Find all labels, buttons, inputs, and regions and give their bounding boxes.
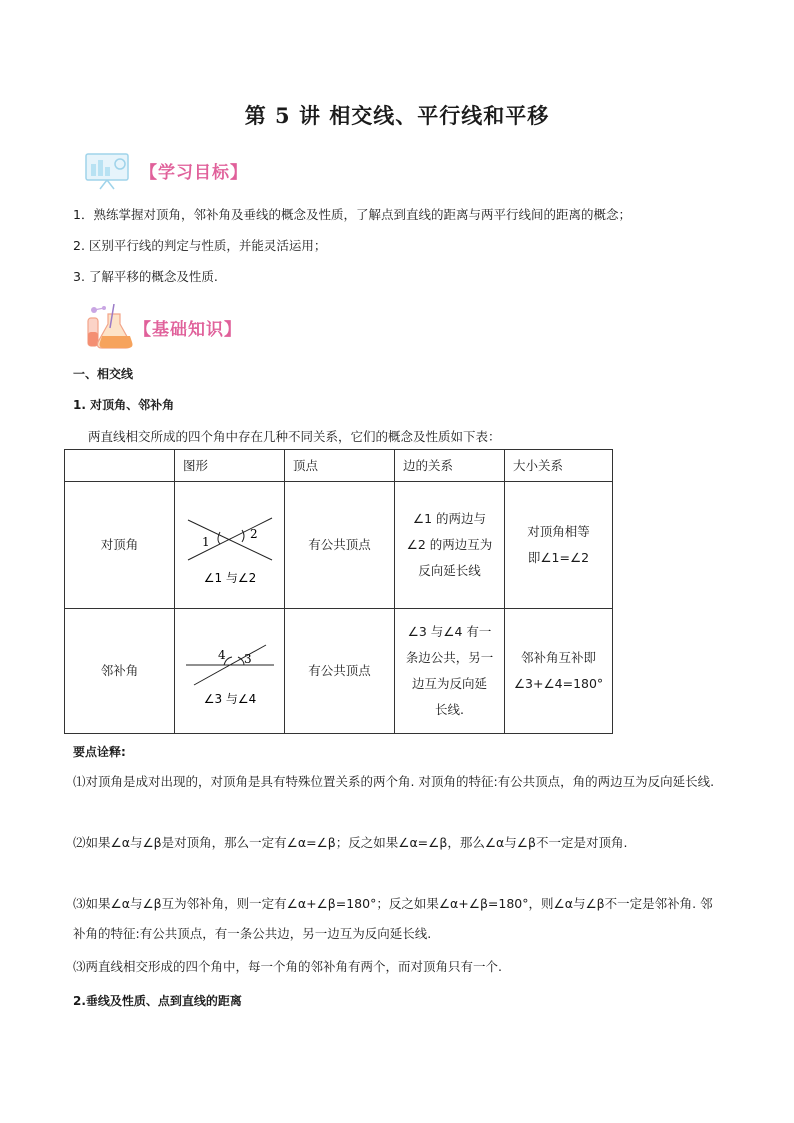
row-name: 邻补角 <box>65 609 175 734</box>
sides-line: 条边公共，另一 <box>405 650 494 665</box>
size-cell <box>505 482 613 609</box>
size-line: ∠3+∠4=180° <box>513 676 604 691</box>
goal-item-3: 3. 了解平移的概念及性质. <box>73 269 218 284</box>
note-item-4: ⑶两直线相交形成的四个角中，每一个角的邻补角有两个，而对顶角只有一个. <box>73 959 502 974</box>
row-name: 对顶角 <box>65 482 175 609</box>
sides-line: 长线. <box>435 702 464 717</box>
sides-line: ∠3 与∠4 有一 <box>407 624 492 639</box>
vertex-cell: 有公共顶点 <box>285 482 395 609</box>
section-label-basics: 【基础知识】 <box>134 319 242 340</box>
size-line: 即∠1=∠2 <box>527 550 590 565</box>
notes-title: 要点诠释: <box>73 745 126 759</box>
adjacent-angles-figure <box>180 631 280 711</box>
note-item-3: ⑶如果∠α与∠β互为邻补角，则一定有∠α+∠β=180°；反之如果∠α+∠β=180°，则∠α与∠β不一定是邻补角. 邻补角的特征:有公共顶点，有一条公共边，另一边互为反向延长线. <box>73 896 713 941</box>
goal-item-2: 2. 区别平行线的判定与性质，并能灵活运用； <box>73 238 327 253</box>
sides-line: ∠1 的两边与 <box>412 511 487 526</box>
table-intro: 两直线相交所成的四个角中存在几种不同关系，它们的概念及性质如下表： <box>88 429 501 444</box>
table-header-cell <box>65 450 175 482</box>
table-header-row <box>65 450 613 482</box>
size-cell <box>505 609 613 734</box>
sides-line: 边互为反向延 <box>411 676 487 691</box>
flask-icon <box>84 304 136 350</box>
angle-label: 4 <box>217 648 226 662</box>
table-header-cell: 大小关系 <box>505 450 613 482</box>
sides-cell <box>395 609 505 734</box>
heading-vertical-adjacent-angles: 1. 对顶角、邻补角 <box>73 398 175 412</box>
page-title: 第 5 讲 相交线、平行线和平移 <box>244 103 550 128</box>
angle-label: 2 <box>249 527 258 541</box>
sides-line: ∠2 的两边互为 <box>406 537 493 552</box>
size-line: 邻补角互补即 <box>520 650 596 665</box>
angle-label: 3 <box>243 652 252 666</box>
figure-caption: ∠3 与∠4 <box>203 692 256 706</box>
section-header-basics <box>84 304 242 350</box>
angle-properties-table <box>64 449 613 734</box>
figure-caption: ∠1 与∠2 <box>203 571 256 585</box>
table-header-cell: 边的关系 <box>395 450 505 482</box>
section-header-goals <box>84 150 248 190</box>
size-line: 对顶角相等 <box>527 524 590 539</box>
table-row <box>65 482 613 609</box>
angle-label: 1 <box>201 535 210 549</box>
sides-cell <box>395 482 505 609</box>
table-header-cell: 图形 <box>175 450 285 482</box>
note-item-1: ⑴对顶角是成对出现的，对顶角是具有特殊位置关系的两个角. 对顶角的特征:有公共顶点，角的两边互为反向延长线. <box>73 774 715 789</box>
note-item-2: ⑵如果∠α与∠β是对顶角，那么一定有∠α=∠β；反之如果∠α=∠β，那么∠α与∠β不一定是对顶角. <box>73 835 628 850</box>
vertical-angles-figure <box>180 500 280 590</box>
sides-line: 反向延长线 <box>418 563 481 578</box>
goal-item-1: 1．熟练掌握对顶角，邻补角及垂线的概念及性质，了解点到直线的距离与两平行线间的距离的概念； <box>73 207 631 222</box>
vertex-cell: 有公共顶点 <box>285 609 395 734</box>
table-row <box>65 609 613 734</box>
figure-cell <box>175 609 285 734</box>
heading-perpendicular: 2.垂线及性质、点到直线的距离 <box>73 994 242 1008</box>
presentation-board-icon <box>84 150 142 190</box>
figure-cell <box>175 482 285 609</box>
heading-intersecting-lines: 一、相交线 <box>73 367 134 381</box>
table-header-cell: 顶点 <box>285 450 395 482</box>
section-label-goals: 【学习目标】 <box>140 162 248 183</box>
